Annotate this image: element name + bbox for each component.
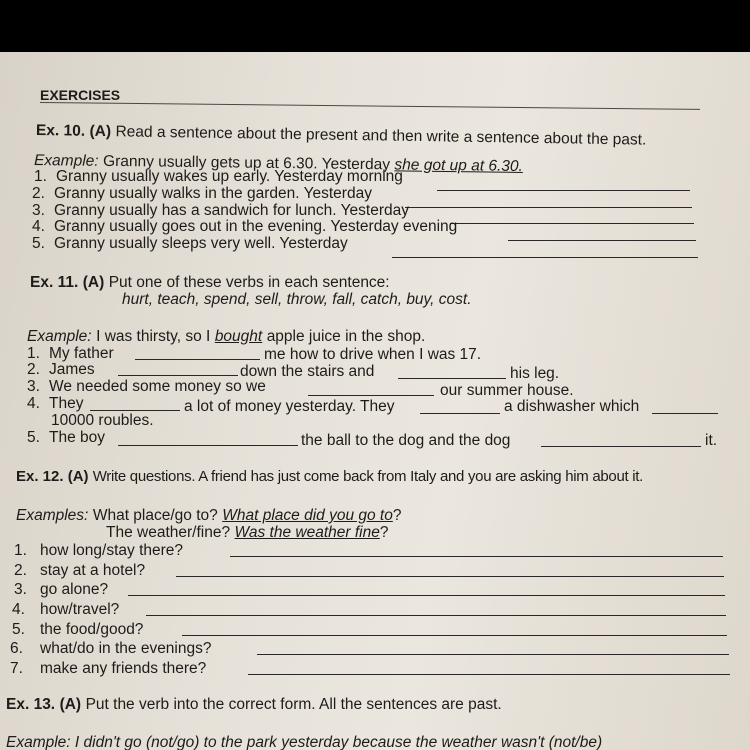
answer-blank[interactable]: [405, 207, 692, 208]
answer-blank[interactable]: [450, 223, 694, 224]
ex10-instruction: Read a sentence about the present and then write a sentence about the past.: [115, 123, 647, 149]
ex10-heading: [36, 122, 647, 150]
answer-blank[interactable]: [248, 674, 730, 675]
ex11-example-answer: bought: [214, 328, 263, 345]
ex11-item-2: 2. James: [27, 361, 95, 378]
ex13-example-cutoff: Example: I didn't go (not/go) to the park yesterday because the weather wasn't (not/be): [6, 734, 603, 750]
ex11-verbs: hurt, teach, spend, sell, throw, fall, catch, buy, cost.: [122, 291, 472, 308]
ex10-example-text: Granny usually gets up at 6.30. Yesterday: [102, 152, 391, 174]
ex11-item-1: 1. My father: [27, 345, 114, 362]
answer-blank[interactable]: [118, 445, 298, 446]
ex11-example-label: Example:: [27, 328, 92, 345]
answer-blank[interactable]: [541, 446, 701, 447]
ex13-level: (A): [59, 696, 82, 713]
answer-blank[interactable]: [182, 635, 727, 636]
ex11-item-3: 3. We needed some money so we: [27, 378, 266, 395]
ex10-item-3: 3. Granny usually has a sandwich for lunch. Yesterday: [32, 202, 409, 219]
answer-blank[interactable]: [90, 410, 180, 411]
ex12-instruction: Write questions. A friend has just come back from Italy and you are asking him about it.: [92, 468, 643, 485]
ex10-label: Ex. 10.: [35, 122, 86, 140]
answer-blank[interactable]: [652, 413, 718, 414]
ex12-item-3: 3. go alone?: [14, 581, 109, 598]
ex12-item-5: 5. the food/good?: [12, 621, 144, 638]
ex10-level: (A): [89, 122, 112, 141]
ex10-item-5: 5. Granny usually sleeps very well. Yesterday: [32, 235, 348, 252]
answer-blank[interactable]: [508, 240, 696, 241]
ex12-example-2: The weather/fine? Was the weather fine?: [106, 524, 389, 541]
ex12-heading: [16, 468, 643, 486]
section-rule: [40, 102, 700, 110]
answer-blank[interactable]: [392, 257, 698, 258]
ex13-heading: [6, 696, 502, 714]
answer-blank[interactable]: [308, 395, 434, 396]
answer-blank[interactable]: [437, 190, 690, 191]
ex13-instruction: Put the verb into the correct form. All the sentences are past.: [85, 696, 502, 713]
ex13-label: Ex. 13.: [6, 696, 56, 713]
ex10-item-4: 4. Granny usually goes out in the evening. Yesterday evening: [32, 218, 458, 235]
ex12-item-4: 4. how/travel?: [12, 601, 120, 618]
answer-blank[interactable]: [398, 378, 506, 379]
ex12-level: (A): [67, 468, 89, 485]
textbook-page: EXERCISES Ex. 10. (A) Read a sentence about the present and then write a sentence about the past. Example: Granny usually gets up at 6.30. Yesterday she got up at 6.30. 1. Granny usually wakes up early. Yesterday morning 2. Granny usually walks in the garden. Yesterday 3. Granny usually has a sandwich for lunch. Yesterday 4. Granny usually goes out in the evening. Yesterday evening 5. Granny usually sleeps very well. Yesterday Ex. 11. (A) Put one of these verbs in each sentence: hurt, teach, spend, sell, throw, fall, catch, buy, cost. Example: I was thirsty, so I bought apple juice in the shop. 1. My father me how to drive when I was 17. 2. James down the stairs and his leg. 3. We needed some money so we our summer house. 4. They a lot of money yesterday. They a dishwasher which 10000 roubles. 5. The boy the ball to the dog and the dog it. Ex. 12. (A) Write questions. A friend has just come back from Italy and you are asking him about it. Examples: What place/go to? What place did you go to? The weather/fine? Was the weather fine? 1. how long/stay there? 2. stay at a hotel? 3. go alone? 4. how/travel? 5. the food/good? 6. what/do in the evenings? 7. make any friends there? Ex. 13. (A) Put the verb into the correct form. All the sentences are past. Example: I didn't go (not/go) to the park yesterday because the weather wasn't (not/be): [0, 52, 750, 750]
answer-blank[interactable]: [135, 359, 260, 360]
ex10-example-label: Example:: [33, 152, 99, 170]
answer-blank[interactable]: [257, 654, 729, 655]
ex11-item-5: 5. The boy: [27, 429, 106, 446]
ex12-label: Ex. 12.: [16, 468, 64, 485]
ex11-item-4: 4. They: [27, 395, 84, 412]
ex11-label: Ex. 11.: [30, 274, 79, 291]
ex10-item-1: 1. Granny usually wakes up early. Yesterday morning: [34, 168, 403, 185]
ex10-item-2: 2. Granny usually walks in the garden. Yesterday: [32, 185, 372, 202]
ex10-example-answer: she got up at 6.30.: [394, 156, 523, 175]
answer-blank[interactable]: [420, 413, 500, 414]
answer-blank[interactable]: [146, 615, 726, 616]
answer-blank[interactable]: [230, 556, 723, 557]
ex12-item-6: 6. what/do in the evenings?: [10, 640, 212, 657]
ex11-example: Example: I was thirsty, so I bought apple juice in the shop.: [27, 328, 426, 345]
ex12-examples-label: Examples:: [16, 507, 89, 524]
ex12-item-2: 2. stay at a hotel?: [14, 562, 146, 579]
ex11-heading: [30, 274, 390, 292]
ex12-item-7: 7. make any friends there?: [10, 660, 207, 677]
ex11-level: (A): [82, 274, 105, 291]
section-title: EXERCISES: [40, 87, 121, 103]
answer-blank[interactable]: [176, 576, 724, 577]
ex11-instruction: Put one of these verbs in each sentence:: [108, 274, 390, 291]
answer-blank[interactable]: [118, 375, 238, 376]
ex12-example-1: Examples: What place/go to? What place did you go to?: [16, 507, 402, 524]
answer-blank[interactable]: [128, 595, 725, 596]
ex12-item-1: 1. how long/stay there?: [14, 542, 184, 559]
